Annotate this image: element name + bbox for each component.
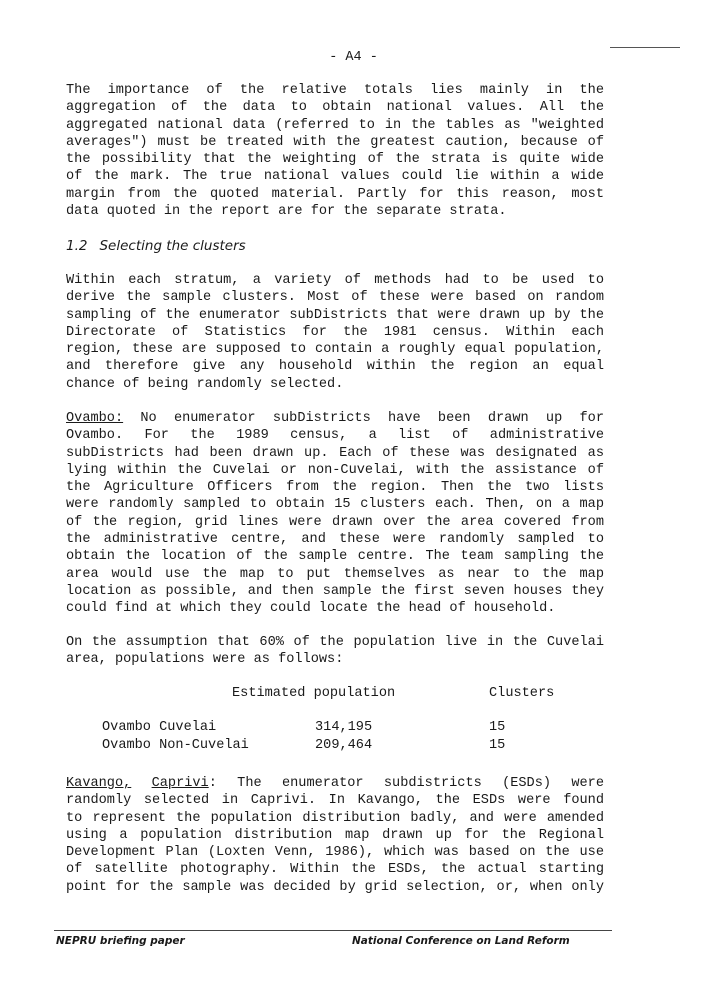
row-population: 209,464 [315, 737, 373, 753]
text-line: to represent the population distribution badly, and were amended [66, 810, 604, 826]
row-name: Ovambo Non-Cuvelai [102, 737, 249, 753]
text-line: margin from the quoted material. Partly for this reason, most [66, 186, 604, 202]
text-line: data quoted in the report are for the separate strata. [66, 204, 507, 220]
row-clusters: 15 [489, 720, 506, 736]
text-line: sampling of the enumerator subDistricts that were drawn up by the [66, 307, 604, 323]
table-row [0, 720, 707, 737]
text-line [66, 775, 604, 792]
text-line: The importance of the relative totals lies mainly in the [66, 83, 604, 98]
top-rule [610, 47, 680, 48]
text-line: the Agriculture Officers from the region. Then the two lists [66, 480, 604, 496]
text-line: of satellite photography. Within the ESDs, the actual starting [66, 862, 604, 878]
population-table [0, 686, 707, 755]
table-header-row [0, 686, 707, 703]
text-line: of the mark. The true national values could lie within a wide [66, 169, 604, 185]
header-clusters: Clusters [489, 686, 555, 701]
text-line: Development Plan (Loxten Venn, 1986), which was based on the use [66, 845, 604, 861]
caprivi-lead: Caprivi [151, 776, 209, 791]
section-heading [66, 238, 246, 254]
footer-rule [54, 930, 612, 931]
footer-left: NEPRU briefing paper [56, 935, 185, 947]
text-line [66, 410, 604, 427]
paragraph-assumption [66, 634, 604, 669]
footer-right: National Conference on Land Reform [352, 935, 570, 947]
text-line: could find at which they could locate the head of household. [66, 601, 556, 617]
row-population: 314,195 [315, 720, 373, 736]
text-line: obtain the location of the sample centre. The team sampling the [66, 549, 604, 565]
text-line: lying within the Cuvelai or non-Cuvelai, with the assistance of [66, 462, 604, 478]
row-name: Ovambo Cuvelai [102, 720, 217, 736]
text-line: subDistricts had been drawn up. Each of these was designated as [66, 445, 604, 461]
page-number: - A4 - [329, 50, 378, 65]
text-fragment: : The enumerator subdistricts (ESDs) were [208, 776, 604, 791]
row-clusters: 15 [489, 737, 506, 753]
ovambo-lead: Ovambo: [66, 411, 124, 426]
paragraph-ovambo [66, 410, 604, 618]
text-line: area would use the map to put themselves as near to the map [66, 566, 604, 582]
text-line: the possibility that the weighting of the strata is quite wide [66, 152, 604, 168]
text-fragment: No enumerator subDistricts have been drawn up for [123, 411, 604, 426]
text-line: randomly selected in Caprivi. In Kavango, the ESDs were found [66, 793, 604, 809]
text-line: the administrative centre, and these were randomly sampled to [66, 532, 604, 548]
kavango-lead: Kavango, [66, 776, 132, 791]
text-line: area, populations were as follows: [66, 652, 344, 668]
text-line: Directorate of Statistics for the 1981 census. Within each [66, 324, 604, 340]
text-line: point for the sample was decided by grid selection, or, when only [66, 879, 604, 895]
header-population: Estimated population [232, 686, 396, 701]
paragraph-kavango-caprivi [66, 775, 604, 896]
paragraph-clusters [66, 272, 604, 393]
text-line: were randomly sampled to obtain 15 clusters each. Then, on a map [66, 497, 604, 513]
section-title: Selecting the clusters [99, 238, 246, 254]
text-line: chance of being randomly selected. [66, 376, 344, 392]
text-line: Within each stratum, a variety of methods had to be used to [66, 273, 604, 288]
table-row [0, 738, 707, 755]
text-line: and therefore give any household within the region an equal [66, 359, 604, 375]
text-line: of the region, grid lines were drawn over the area covered from [66, 514, 604, 530]
section-number: 1.2 [66, 238, 88, 254]
text-line: aggregated national data (referred to in the tables as "weighted [66, 117, 604, 133]
text-line: aggregation of the data to obtain national values. All the [66, 100, 604, 116]
text-line: averages") must be treated with the greatest caution, because of [66, 134, 604, 150]
text-line: using a population distribution map drawn up for the Regional [66, 827, 604, 843]
text-line: derive the sample clusters. Most of these were based on random [66, 290, 604, 306]
paragraph-intro [66, 82, 604, 220]
text-line: On the assumption that 60% of the population live in the Cuvelai [66, 635, 604, 650]
text-line: location as possible, and then sample the first seven houses they [66, 583, 604, 599]
text-line: region, these are supposed to contain a roughly equal population, [66, 342, 604, 358]
text-line: Ovambo. For the 1989 census, a list of administrative [66, 428, 604, 444]
